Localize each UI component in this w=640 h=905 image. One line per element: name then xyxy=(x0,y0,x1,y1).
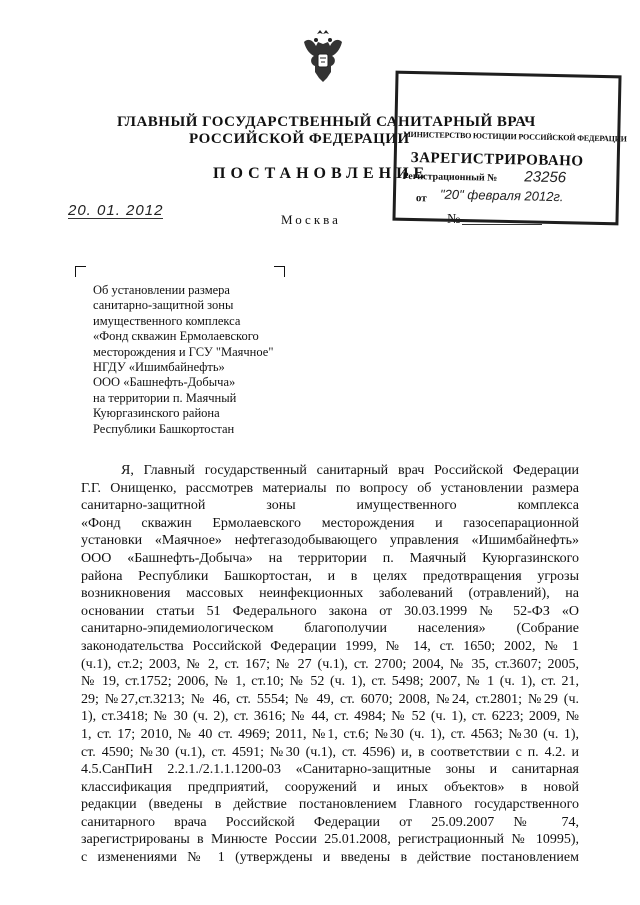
body-line: санитарно-защитной зоны имущественного комплекса xyxy=(81,498,579,514)
body-line: Я, Главный государственный санитарный врач Российской Федерации xyxy=(121,463,579,478)
document-city: Москва xyxy=(281,212,341,227)
body-line: санитарного врача Российской Федерации от 25.09.2007 № 74, xyxy=(81,814,579,830)
document-number-sign: № xyxy=(447,212,461,227)
body-line: 4.5.СанПиН 2.2.1./2.1.1.1200-03 «Санитарно-защитные зоны и санитарная xyxy=(81,762,579,778)
subject-line: месторождения и ГСУ "Маячное" xyxy=(93,344,274,359)
subject-corner-left xyxy=(75,266,86,277)
registration-stamp xyxy=(392,71,627,226)
subject-line: НГДУ «Ишимбайнефть» xyxy=(93,360,225,375)
body-line: классификация предприятий, сооружений и иных объектов» в новой xyxy=(81,779,579,795)
stamp-reg-number-value: 23256 xyxy=(524,168,567,187)
subject-line: Куюргазинского района xyxy=(93,406,220,421)
body-line: основании статьи 51 Федерального закона от 30.03.1999 № 52-ФЗ «О xyxy=(81,603,579,619)
subject-line: «Фонд скважин Ермолаевского xyxy=(93,329,259,344)
subject-line: Республики Башкортостан xyxy=(93,421,235,436)
body-line: 1), ст.3418; № 30 (ч. 2), ст. 3616; № 44, ст. 4984; № 52 (ч. 1), ст. 6223; 2009, № xyxy=(81,709,579,725)
stamp-date-label: от xyxy=(415,192,427,205)
body-line: законодательства Российской Федерации 1999, № 14, ст. 1650; 2002, № 1 xyxy=(81,638,579,654)
body-line: № 19, ст.1752; 2006, № 1, ст.10; № 52 (ч. 1), ст. 5498; 2007, № 1 (ч. 1), ст. 21, xyxy=(81,674,579,690)
body-line: «Фонд скважин Ермолаевского месторождения и газосепарационной xyxy=(81,515,579,531)
stamp-registered: ЗАРЕГИСТРИРОВАНО xyxy=(410,149,584,170)
body-line: 1, ст. 17; 2010, № 40 ст. 4969; 2011, №1, ст.6; №30 (ч. 1), ст. 4563; №30 (ч. 1), xyxy=(81,726,579,742)
document-body xyxy=(81,462,579,867)
document-number-line xyxy=(462,224,542,225)
subject-line: санитарно-защитной зоны xyxy=(93,298,234,313)
body-line: установки «Маячное» нефтегазодобывающего управления «Ишимбайнефть» xyxy=(81,533,579,549)
stamp-ministry: МИНИСТЕРСТВО ЮСТИЦИИ РОССИЙСКОЙ ФЕДЕРАЦИИ xyxy=(403,129,627,144)
body-line: санитарно-эпидемиологическом благополучии населения» (Собрание xyxy=(81,621,579,637)
body-line: ООО «Башнефть-Добыча» на территории п. Маячный Куюргазинского xyxy=(81,550,579,566)
body-line: района Республики Башкортостан, и в целях предотвращения угрозы xyxy=(81,568,579,584)
subject-line: на территории п. Маячный xyxy=(93,390,237,405)
body-line: Г.Г. Онищенко, рассмотрев материалы по вопросу об установлении размера xyxy=(81,480,579,496)
stamp-date-value: "20" февраля 2012г. xyxy=(439,186,564,205)
body-line: ст. 4590; №30 (ч.1), ст. 4591; №30 (ч.1), ст. 4596) и, в соответствии с п. 4.2. и xyxy=(81,744,579,760)
subject-line: Об установлении размера xyxy=(93,283,230,297)
body-line: возникновения массовых неинфекционных заболеваний (отравлений), на xyxy=(81,586,579,602)
document-subject xyxy=(93,283,293,437)
subject-line: имущественного комплекса xyxy=(93,313,241,328)
body-line: (ч.1), ст.2; 2003, № 2, ст. 167; № 27 (ч.1), ст. 2700; 2004, № 35, ст.3607; 2005, xyxy=(81,656,579,672)
body-line: редакции (введены в действие постановлением Главного государственного xyxy=(81,797,579,813)
body-line: зарегистрированы в Минюсте России 25.01.2008, регистрационный № 10995), xyxy=(81,832,579,848)
stamp-reg-number-label: Регистрационный № xyxy=(402,170,498,184)
issuer-title: ГЛАВНЫЙ ГОСУДАРСТВЕННЫЙ САНИТАРНЫЙ ВРАЧ xyxy=(117,114,536,130)
issuer-country: РОССИЙСКОЙ ФЕДЕРАЦИИ xyxy=(189,131,410,147)
coat-of-arms-icon xyxy=(300,28,346,84)
document-type: ПОСТАНОВЛЕНИЕ xyxy=(213,165,430,182)
document-date: 20. 01. 2012 xyxy=(68,202,164,219)
subject-line: ООО «Башнефть-Добыча» xyxy=(93,375,236,390)
body-line: с изменениями № 1 (утверждены и введены в действие постановлением xyxy=(81,850,579,866)
subject-corner-right xyxy=(274,266,285,277)
body-line: 29; №27,ст.3213; № 46, ст. 5554; № 49, ст. 6070; 2008, №24, ст.2801; №29 (ч. xyxy=(81,691,579,707)
